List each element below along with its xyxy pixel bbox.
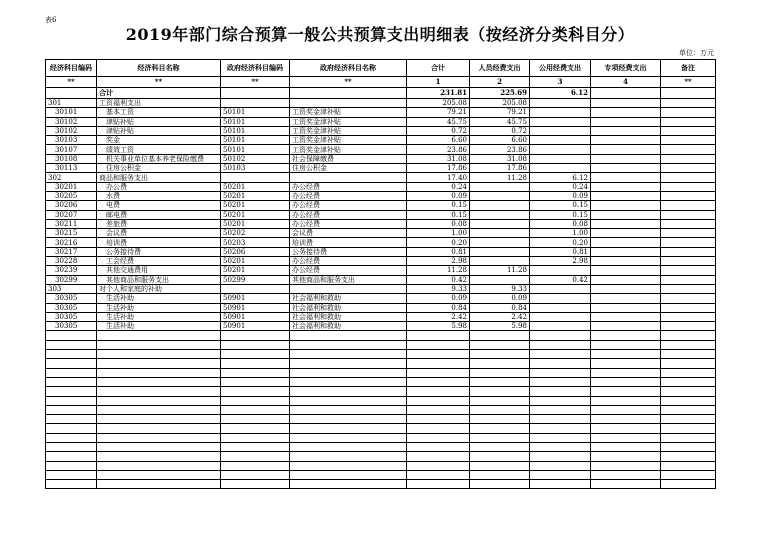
cell-special [591, 312, 661, 321]
cell-note [661, 126, 716, 135]
cell-note [661, 136, 716, 145]
table-row [46, 312, 716, 321]
cell-total: 6.60 [407, 136, 470, 145]
cell-public [530, 303, 591, 312]
cell-special [591, 126, 661, 135]
cell-code: 30215 [46, 229, 97, 238]
cell-note [661, 108, 716, 117]
cell-note [661, 182, 716, 191]
empty-row [46, 442, 716, 451]
cell-total: 23.86 [407, 145, 470, 154]
cell-name: 会议费 [97, 229, 221, 238]
cell-total: 0.09 [407, 294, 470, 303]
cell-gcode: 50201 [221, 182, 290, 191]
cell-public: 0.15 [530, 201, 591, 210]
cell-special [591, 136, 661, 145]
empty-row [46, 359, 716, 368]
cell-special [591, 229, 661, 238]
cell-total: 1.00 [407, 229, 470, 238]
table-row [46, 284, 716, 293]
cell-name: 电费 [97, 201, 221, 210]
cell-total: 9.33 [407, 284, 470, 293]
empty-row [46, 377, 716, 386]
cell-total: 0.08 [407, 219, 470, 228]
cell-gcode: 50201 [221, 201, 290, 210]
table-row [46, 191, 716, 200]
cell-gname: 办公经费 [290, 201, 407, 210]
empty-row [46, 452, 716, 461]
cell-gcode: 50299 [221, 275, 290, 284]
cell-code: 30228 [46, 257, 97, 266]
empty-row [46, 433, 716, 442]
cell-public [530, 322, 591, 331]
cell-special [591, 154, 661, 163]
cell-note [661, 117, 716, 126]
cell-public: 1.00 [530, 229, 591, 238]
cell-personnel [470, 257, 530, 266]
cell-special [591, 145, 661, 154]
table-row [46, 266, 716, 275]
cell-total: 0.09 [407, 191, 470, 200]
empty-row [46, 396, 716, 405]
cell-name: 水费 [97, 191, 221, 200]
cell-total: 11.28 [407, 266, 470, 275]
cell-public [530, 164, 591, 173]
cell-code: 30305 [46, 303, 97, 312]
column-header: 合计 [407, 60, 470, 77]
table-row [46, 136, 716, 145]
cell-personnel: 205.08 [470, 99, 530, 108]
cell-personnel: 2.42 [470, 312, 530, 321]
cell-name: 奖金 [97, 136, 221, 145]
cell-personnel: 17.86 [470, 164, 530, 173]
cell-special [591, 201, 661, 210]
cell-special [591, 257, 661, 266]
cell-special [591, 322, 661, 331]
cell-personnel: 5.98 [470, 322, 530, 331]
cell-name: 基本工资 [97, 108, 221, 117]
cell-total: 205.08 [407, 99, 470, 108]
cell-code: 30305 [46, 294, 97, 303]
cell-personnel: 11.28 [470, 173, 530, 182]
cell-note [661, 303, 716, 312]
cell-special [591, 108, 661, 117]
table-row [46, 108, 716, 117]
cell-total: 0.15 [407, 210, 470, 219]
cell-note [661, 154, 716, 163]
cell-name: 绩效工资 [97, 145, 221, 154]
cell-code: 30206 [46, 201, 97, 210]
cell-note [661, 294, 716, 303]
cell-gcode: 50901 [221, 303, 290, 312]
cell-name: 住房公积金 [97, 164, 221, 173]
cell-total: 5.98 [407, 322, 470, 331]
cell-gname: 办公经费 [290, 266, 407, 275]
cell-gname: 公务接待费 [290, 247, 407, 256]
table-row [46, 238, 716, 247]
cell-note [661, 164, 716, 173]
cell-total: 2.42 [407, 312, 470, 321]
empty-row [46, 405, 716, 414]
empty-row [46, 470, 716, 479]
cell-personnel: 0.09 [470, 294, 530, 303]
cell-code: 30102 [46, 117, 97, 126]
cell-total: 45.75 [407, 117, 470, 126]
index-cell: ** [97, 77, 221, 88]
cell-name: 差旅费 [97, 219, 221, 228]
table-row [46, 257, 716, 266]
cell-gcode: 50101 [221, 126, 290, 135]
cell-personnel [470, 247, 530, 256]
cell-gname: 社会保障缴费 [290, 154, 407, 163]
cell-gcode: 50901 [221, 312, 290, 321]
table-row [46, 303, 716, 312]
cell-name: 生活补助 [97, 312, 221, 321]
table-row [46, 182, 716, 191]
cell-public [530, 108, 591, 117]
cell-public [530, 154, 591, 163]
cell-personnel [470, 219, 530, 228]
index-cell: 4 [591, 77, 661, 88]
table-row [46, 294, 716, 303]
total-special [591, 88, 661, 99]
cell-name: 工资福利支出 [97, 99, 221, 108]
cell-special [591, 210, 661, 219]
cell-code: 301 [46, 99, 97, 108]
empty-row [46, 461, 716, 470]
cell-code: 30205 [46, 191, 97, 200]
table-row [46, 99, 716, 108]
cell-name: 生活补助 [97, 322, 221, 331]
cell-name: 津贴补贴 [97, 126, 221, 135]
cell-total: 0.42 [407, 275, 470, 284]
cell-name: 津贴补贴 [97, 117, 221, 126]
cell-public [530, 117, 591, 126]
cell-personnel: 31.08 [470, 154, 530, 163]
cell-gcode [221, 99, 290, 108]
cell-total: 0.20 [407, 238, 470, 247]
unit-label: 单位：万元 [679, 49, 714, 57]
cell-total: 0.24 [407, 182, 470, 191]
cell-gcode: 50201 [221, 210, 290, 219]
column-header: 备注 [661, 60, 716, 77]
cell-note [661, 247, 716, 256]
cell-gname: 培训费 [290, 238, 407, 247]
empty-row [46, 480, 716, 489]
cell-name: 生活补助 [97, 294, 221, 303]
cell-public [530, 145, 591, 154]
cell-code: 30108 [46, 154, 97, 163]
table-row [46, 154, 716, 163]
cell-gname [290, 284, 407, 293]
cell-personnel [470, 182, 530, 191]
table-row [46, 164, 716, 173]
cell-gname: 社会福利和救助 [290, 294, 407, 303]
empty-row [46, 368, 716, 377]
cell-code: 30299 [46, 275, 97, 284]
cell-personnel: 0.72 [470, 126, 530, 135]
cell-gname: 其他商品和服务支出 [290, 275, 407, 284]
cell-gname: 工资奖金津补贴 [290, 136, 407, 145]
cell-public: 0.42 [530, 275, 591, 284]
cell-special [591, 191, 661, 200]
index-cell: ** [221, 77, 290, 88]
cell-code: 30113 [46, 164, 97, 173]
index-cell: ** [290, 77, 407, 88]
empty-row [46, 340, 716, 349]
index-cell: ** [661, 77, 716, 88]
cell-note [661, 99, 716, 108]
sheet-tag: 表6 [45, 16, 57, 24]
cell-personnel: 0.84 [470, 303, 530, 312]
cell-code: 30201 [46, 182, 97, 191]
cell-note [661, 284, 716, 293]
cell-special [591, 303, 661, 312]
cell-name: 工会经费 [97, 257, 221, 266]
page-title: 2019年部门综合预算一般公共预算支出明细表（按经济分类科目分） [125, 25, 635, 44]
cell-gcode: 50101 [221, 145, 290, 154]
cell-note [661, 238, 716, 247]
table-row [46, 173, 716, 182]
cell-gcode: 50101 [221, 117, 290, 126]
cell-note [661, 201, 716, 210]
empty-row [46, 387, 716, 396]
empty-row [46, 424, 716, 433]
cell-gname: 办公经费 [290, 257, 407, 266]
cell-public [530, 284, 591, 293]
cell-code: 30211 [46, 219, 97, 228]
cell-total: 0.15 [407, 201, 470, 210]
cell-note [661, 191, 716, 200]
total-row [46, 88, 716, 99]
cell-note [661, 219, 716, 228]
cell-total: 31.08 [407, 154, 470, 163]
cell-code: 30217 [46, 247, 97, 256]
cell-public: 0.09 [530, 191, 591, 200]
total-sum: 231.81 [407, 88, 470, 99]
cell-gname: 办公经费 [290, 210, 407, 219]
cell-gname: 住房公积金 [290, 164, 407, 173]
cell-special [591, 164, 661, 173]
cell-name: 邮电费 [97, 210, 221, 219]
table-row [46, 117, 716, 126]
empty-row [46, 350, 716, 359]
cell-name: 机关事业单位基本养老保险缴费 [97, 154, 221, 163]
cell-name: 商品和服务支出 [97, 173, 221, 182]
cell-gcode: 50101 [221, 108, 290, 117]
cell-public: 0.08 [530, 219, 591, 228]
cell-total: 17.86 [407, 164, 470, 173]
cell-note [661, 322, 716, 331]
cell-gname [290, 99, 407, 108]
cell-public [530, 312, 591, 321]
cell-gname: 办公经费 [290, 191, 407, 200]
cell-name: 公务接待费 [97, 247, 221, 256]
column-header: 经济科目编码 [46, 60, 97, 77]
cell-special [591, 173, 661, 182]
cell-gcode [221, 173, 290, 182]
index-cell: ** [46, 77, 97, 88]
cell-public: 0.20 [530, 238, 591, 247]
cell-note [661, 229, 716, 238]
cell-code: 30305 [46, 322, 97, 331]
cell-public: 0.81 [530, 247, 591, 256]
cell-total: 0.72 [407, 126, 470, 135]
column-header: 经济科目名称 [97, 60, 221, 77]
cell-gname: 社会福利和救助 [290, 322, 407, 331]
cell-personnel [470, 229, 530, 238]
cell-special [591, 182, 661, 191]
cell-gname: 工资奖金津补贴 [290, 126, 407, 135]
cell-gcode: 50201 [221, 191, 290, 200]
cell-code: 30207 [46, 210, 97, 219]
cell-code: 30239 [46, 266, 97, 275]
cell-name: 其他交通费用 [97, 266, 221, 275]
index-cell: 2 [470, 77, 530, 88]
cell-public: 0.15 [530, 210, 591, 219]
cell-special [591, 275, 661, 284]
column-header: 人员经费支出 [470, 60, 530, 77]
cell-note [661, 145, 716, 154]
cell-total: 2.98 [407, 257, 470, 266]
cell-code: 30305 [46, 312, 97, 321]
cell-personnel: 9.33 [470, 284, 530, 293]
table-row [46, 229, 716, 238]
cell-gcode: 50202 [221, 229, 290, 238]
cell-public [530, 126, 591, 135]
index-cell: 3 [530, 77, 591, 88]
cell-public: 6.12 [530, 173, 591, 182]
cell-total: 0.84 [407, 303, 470, 312]
cell-total: 79.21 [407, 108, 470, 117]
total-label: 合计 [97, 88, 221, 99]
table-row [46, 247, 716, 256]
cell-gname: 会议费 [290, 229, 407, 238]
table-row [46, 210, 716, 219]
cell-special [591, 247, 661, 256]
cell-gname: 办公经费 [290, 182, 407, 191]
cell-public [530, 136, 591, 145]
cell-gname: 工资奖金津补贴 [290, 145, 407, 154]
cell-public [530, 99, 591, 108]
expenditure-table [45, 59, 716, 489]
cell-total: 0.81 [407, 247, 470, 256]
cell-personnel: 23.86 [470, 145, 530, 154]
table-row [46, 126, 716, 135]
cell-name: 其他商品和服务支出 [97, 275, 221, 284]
cell-gcode: 50203 [221, 238, 290, 247]
cell-note [661, 257, 716, 266]
cell-special [591, 266, 661, 275]
cell-code: 30107 [46, 145, 97, 154]
cell-personnel [470, 238, 530, 247]
cell-gcode [221, 284, 290, 293]
cell-public [530, 266, 591, 275]
cell-note [661, 266, 716, 275]
cell-name: 办公费 [97, 182, 221, 191]
cell-note [661, 173, 716, 182]
cell-gname: 工资奖金津补贴 [290, 108, 407, 117]
cell-public: 2.98 [530, 257, 591, 266]
cell-special [591, 117, 661, 126]
cell-gname: 办公经费 [290, 219, 407, 228]
cell-special [591, 284, 661, 293]
column-header: 专项经费支出 [591, 60, 661, 77]
cell-gname: 工资奖金津补贴 [290, 117, 407, 126]
table-row [46, 219, 716, 228]
cell-gname: 社会福利和救助 [290, 303, 407, 312]
cell-code: 30101 [46, 108, 97, 117]
empty-row [46, 331, 716, 340]
cell-personnel [470, 191, 530, 200]
column-index-row [46, 77, 716, 88]
cell-gcode: 50103 [221, 164, 290, 173]
cell-note [661, 275, 716, 284]
empty-row [46, 415, 716, 424]
cell-personnel [470, 210, 530, 219]
cell-gcode: 50201 [221, 266, 290, 275]
cell-gcode: 50901 [221, 322, 290, 331]
cell-gcode: 50206 [221, 247, 290, 256]
cell-special [591, 219, 661, 228]
column-header: 政府经济科目名称 [290, 60, 407, 77]
cell-special [591, 99, 661, 108]
cell-code: 30216 [46, 238, 97, 247]
cell-gcode: 50201 [221, 257, 290, 266]
cell-name: 培训费 [97, 238, 221, 247]
cell-gcode: 50102 [221, 154, 290, 163]
index-cell: 1 [407, 77, 470, 88]
table-row [46, 201, 716, 210]
total-public: 6.12 [530, 88, 591, 99]
table-row [46, 145, 716, 154]
total-note [661, 88, 716, 99]
table-row [46, 275, 716, 284]
cell-total: 17.40 [407, 173, 470, 182]
cell-name: 生活补助 [97, 303, 221, 312]
cell-gname: 社会福利和救助 [290, 312, 407, 321]
total-personnel: 225.69 [470, 88, 530, 99]
cell-public [530, 294, 591, 303]
cell-special [591, 294, 661, 303]
cell-personnel [470, 275, 530, 284]
cell-special [591, 238, 661, 247]
cell-code: 303 [46, 284, 97, 293]
cell-personnel [470, 201, 530, 210]
cell-public: 0.24 [530, 182, 591, 191]
column-header: 政府经济科目编码 [221, 60, 290, 77]
cell-personnel: 11.28 [470, 266, 530, 275]
cell-gname [290, 173, 407, 182]
cell-personnel: 45.75 [470, 117, 530, 126]
cell-personnel: 6.60 [470, 136, 530, 145]
header-row [46, 60, 716, 77]
column-header: 公用经费支出 [530, 60, 591, 77]
cell-personnel: 79.21 [470, 108, 530, 117]
cell-note [661, 312, 716, 321]
cell-code: 302 [46, 173, 97, 182]
cell-code: 30102 [46, 126, 97, 135]
table-row [46, 322, 716, 331]
cell-gcode: 50101 [221, 136, 290, 145]
cell-code: 30103 [46, 136, 97, 145]
cell-gcode: 50201 [221, 219, 290, 228]
cell-gcode: 50901 [221, 294, 290, 303]
cell-note [661, 210, 716, 219]
cell-name: 对个人和家庭的补助 [97, 284, 221, 293]
